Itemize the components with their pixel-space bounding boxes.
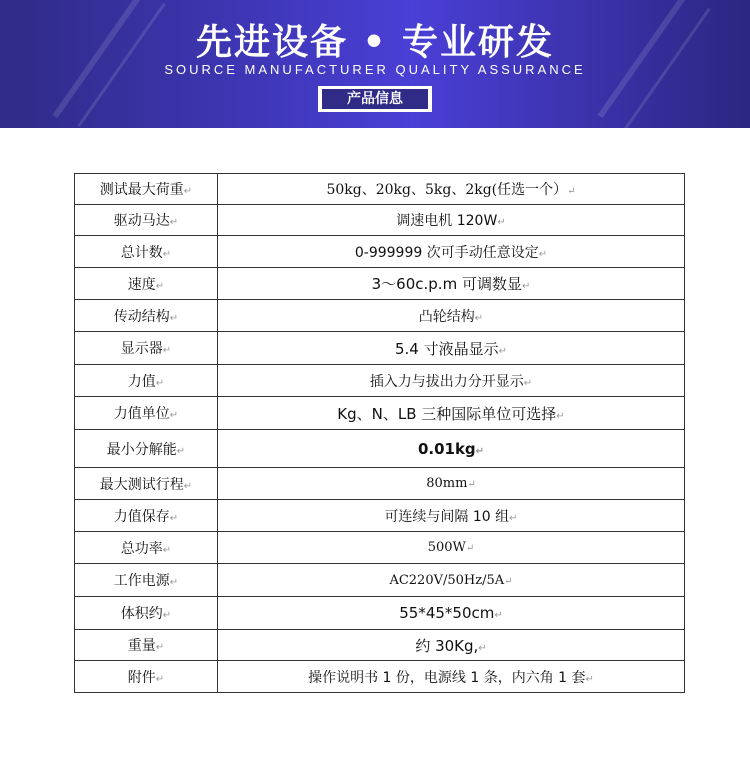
- header-banner: [0, 0, 750, 128]
- spec-label: 驱动马达↵: [75, 205, 218, 236]
- spec-label: 力值单位↵: [75, 397, 218, 430]
- section-badge: [318, 86, 432, 112]
- spec-label: 总功率↵: [75, 532, 218, 564]
- table-row: [75, 630, 685, 661]
- table-row: [75, 430, 685, 468]
- spec-value: 插入力与拔出力分开显示↵: [218, 365, 685, 397]
- spec-label: 附件↵: [75, 661, 218, 693]
- section-badge-label: 产品信息: [322, 89, 428, 109]
- spec-value: 5.4 寸液晶显示↵: [218, 332, 685, 365]
- spec-label: 总计数↵: [75, 236, 218, 268]
- spec-label: 力值保存↵: [75, 500, 218, 532]
- spec-label: 最小分解能↵: [75, 430, 218, 468]
- table-row: [75, 300, 685, 332]
- spec-value: 80mm↵: [218, 468, 685, 500]
- table-row: [75, 500, 685, 532]
- spec-label: 传动结构↵: [75, 300, 218, 332]
- table-row: [75, 468, 685, 500]
- spec-value: 3～60c.p.m 可调数显↵: [218, 268, 685, 300]
- spec-value: 调速电机 120W↵: [218, 205, 685, 236]
- spec-value: 操作说明书 1 份，电源线 1 条，内六角 1 套↵: [218, 661, 685, 693]
- table-row: [75, 661, 685, 693]
- spec-value: Kg、N、LB 三种国际单位可选择↵: [218, 397, 685, 430]
- spec-label: 重量↵: [75, 630, 218, 661]
- table-row: [75, 597, 685, 630]
- spec-label: 工作电源↵: [75, 564, 218, 597]
- table-row: [75, 268, 685, 300]
- table-row: [75, 174, 685, 205]
- table-row: [75, 236, 685, 268]
- spec-label: 测试最大荷重↵: [75, 174, 218, 205]
- table-row: [75, 365, 685, 397]
- banner-subtitle: SOURCE MANUFACTURER QUALITY ASSURANCE: [164, 62, 586, 77]
- spec-value: 凸轮结构↵: [218, 300, 685, 332]
- spec-value: 可连续与间隔 10 组↵: [218, 500, 685, 532]
- table-row: [75, 205, 685, 236]
- spec-label: 速度↵: [75, 268, 218, 300]
- table-row: [75, 564, 685, 597]
- banner-title: 先进设备 • 专业研发: [195, 22, 555, 63]
- spec-value: 0-999999 次可手动任意设定↵: [218, 236, 685, 268]
- spec-label: 体积约↵: [75, 597, 218, 630]
- spec-value: 约 30Kg,↵: [218, 630, 685, 661]
- spec-label: 显示器↵: [75, 332, 218, 365]
- spec-value: AC220V/50Hz/5A↵: [218, 564, 685, 597]
- spec-label: 力值↵: [75, 365, 218, 397]
- table-row: [75, 332, 685, 365]
- spec-value: 50kg、20kg、5kg、2kg(任选一个）↵: [218, 174, 685, 205]
- spec-value: 0.01kg↵: [218, 430, 685, 468]
- spec-label: 最大测试行程↵: [75, 468, 218, 500]
- spec-table: [74, 173, 685, 693]
- spec-value: 500W↵: [218, 532, 685, 564]
- table-row: [75, 397, 685, 430]
- spec-value: 55*45*50cm↵: [218, 597, 685, 630]
- table-row: [75, 532, 685, 564]
